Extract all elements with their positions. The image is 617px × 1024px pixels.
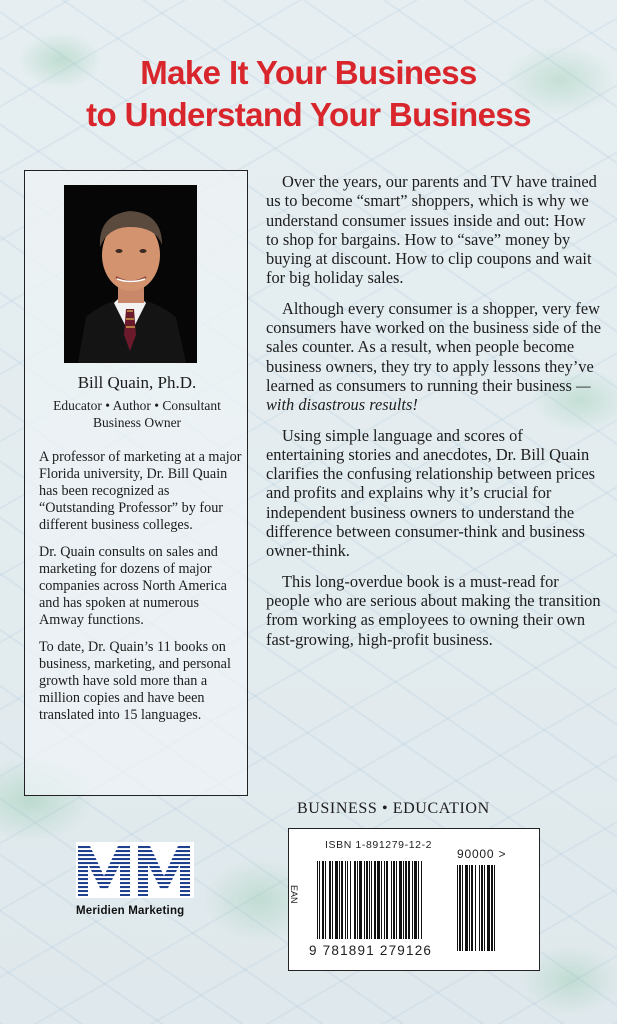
author-bio-text (39, 449, 243, 734)
barcode-box (288, 828, 540, 971)
bio-paragraph-3: To date, Dr. Quain’s 11 books on business, marketing, and personal growth have sold more than a million copies and have been translated into 15 languages. (39, 639, 231, 723)
publisher-logo-icon (76, 842, 194, 898)
description-paragraph-2 (266, 299, 602, 415)
publisher-logo (76, 842, 196, 917)
title-line-2: to Understand Your Business (86, 96, 531, 133)
author-roles (25, 397, 249, 431)
category-label: BUSINESS • EDUCATION (297, 800, 490, 817)
ean-digits: 9 781891 279126 (309, 943, 433, 958)
author-bio-box (24, 170, 248, 796)
author-name: Bill Quain, Ph.D. (77, 373, 197, 392)
isbn-text: ISBN 1-891279-12-2 (325, 839, 433, 851)
author-photo (64, 185, 197, 363)
description-paragraph-2-text: Although every consumer is a shopper, very few consumers have worked on the business side of the sales counter. As a result, when people become business owners, they try to apply lessons they’ve learned as consumers to running their business (266, 298, 602, 395)
bio-paragraph-1: A professor of marketing at a major Florida university, Dr. Bill Quain has been recognized as “Outstanding Professor” by four different business colleges. (39, 449, 242, 533)
book-description (266, 172, 602, 660)
barcode-main-icon (317, 861, 447, 939)
author-roles-line-2: Business Owner (92, 415, 182, 430)
book-title (0, 52, 617, 136)
description-paragraph-4: This long-overdue book is a must-read for people who are serious about making the transition from working as employees to owning their own fast-growing, high-profit business. (266, 571, 601, 649)
author-roles-line-1: Educator • Author • Consultant (53, 398, 221, 413)
bio-paragraph-2: Dr. Quain consults on sales and marketing for dozens of major companies across North America and has spoken at numerous Amway functions. (39, 544, 227, 628)
description-paragraph-1: Over the years, our parents and TV have trained us to become “smart” shoppers, which is why we understand consumer issues inside and out: How to shop for bargains. How to “save” money by buying at discount. How to clip coupons and wait for big holiday sales. (266, 172, 597, 288)
ean-label: EAN (289, 885, 299, 904)
description-paragraph-2-emphasis: —with disastrous results! (266, 375, 591, 415)
author-portrait-image (64, 185, 197, 363)
price-code: 90000 > (457, 847, 507, 861)
barcode-addon-icon (457, 865, 525, 951)
description-paragraph-3: Using simple language and scores of entertaining stories and anecdotes, Dr. Bill Quain clarifies the confusing relationship between prices and profits and explains why it’s crucial for independent business owners to understand the difference between consumer-think and business owner-think. (266, 425, 596, 561)
publisher-name: Meridien Marketing (76, 905, 185, 917)
title-line-1: Make It Your Business (140, 54, 477, 91)
